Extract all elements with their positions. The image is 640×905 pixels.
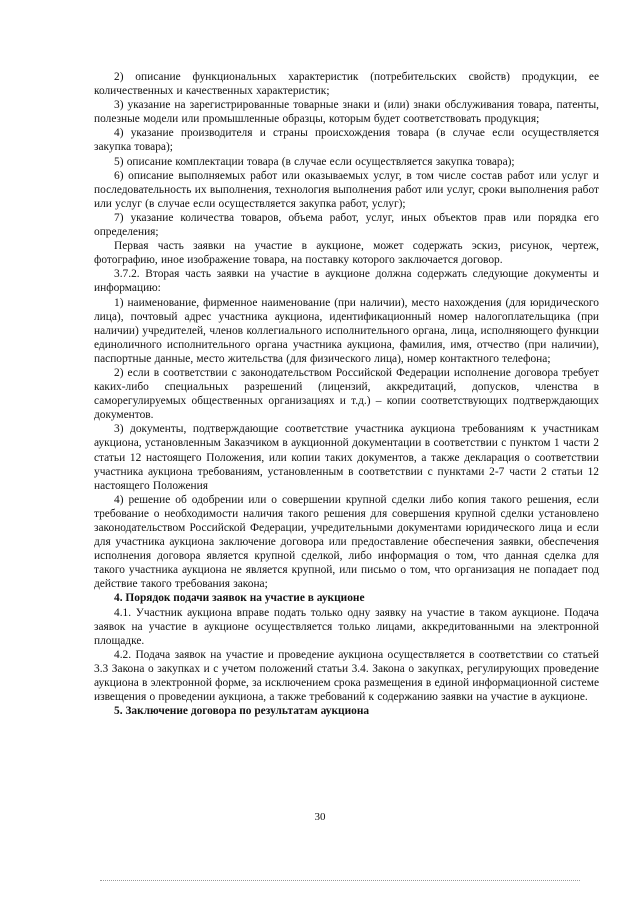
paragraph: 4.1. Участник аукциона вправе подать только одну заявку на участие в таком аукционе. Подача заявок на участие в аукционе осуществляется только лицами, аккредитованными на электронной площадке. xyxy=(94,606,599,647)
paragraph: 4) решение об одобрении или о совершении крупной сделки либо копия такого решения, если требование о необходимости наличия такого решения для совершения крупной сделки установлено законодательством Российской Федерации, учредительными документами юридического лица и если для участника аукциона заключение договора или предоставление обеспечения заявки, обеспечения исполнения договора является крупной сделкой, либо информация о том, что данная сделка для такого участника аукциона не является крупной, или письмо о том, что организация не попадает под действие такого требования закона; xyxy=(94,493,599,591)
paragraph: 2) если в соответствии с законодательством Российской Федерации исполнение договора требует каких-либо специальных разрешений (лицензий, аккредитаций, допусков, членства в саморегулируемых общественных организациях и т.д.) – копии соответствующих подтверждающих документов. xyxy=(94,366,599,422)
paragraph: 2) описание функциональных характеристик (потребительских свойств) продукции, ее количественных и качественных характеристик; xyxy=(94,71,599,98)
paragraph: 4) указание производителя и страны происхождения товара (в случае если осуществляется закупка товара); xyxy=(94,127,599,154)
section-heading: 4. Порядок подачи заявок на участие в аукционе xyxy=(114,592,365,605)
paragraph: 4.2. Подача заявок на участие и проведение аукциона осуществляется в соответствии со статьей 3.3 Закона о закупках и с учетом положений статьи 3.4. Закона о закупках, регулирующих проведение аукциона в электронной форме, за исключением срока размещения в единой информационной системе извещения о проведении аукциона, а также требований к содержанию заявки на участие в аукционе. xyxy=(94,648,599,704)
paragraph: 3) документы, подтверждающие соответствие участника аукциона требованиям к участникам аукциона, установленным Заказчиком в аукционной документации в соответствии с пунктом 1 части 2 статьи 12 настоящего Положения, или копии таких документов, а также декларация о соответствии участника аукциона требованиям, установленным в соответствии с пунктами 2-7 части 2 статьи 12 настоящего Положения xyxy=(94,423,599,492)
paragraph: 3) указание на зарегистрированные товарные знаки и (или) знаки обслуживания товара, патенты, полезные модели или промышленные образцы, которым будет соответствовать продукция; xyxy=(94,99,599,126)
paragraph: 5) описание комплектации товара (в случае если осуществляется закупка товара); xyxy=(114,155,515,168)
paragraph: 3.7.2. Вторая часть заявки на участие в аукционе должна содержать следующие документы и информацию: xyxy=(94,268,599,295)
paragraph: 1) наименование, фирменное наименование (при наличии), место нахождения (для юридического лица), почтовый адрес участника аукциона, идентификационный номер налогоплательщика (при наличии) учредителей, членов коллегиального исполнительного органа, лица, исполняющего функции единоличного исполнительного органа участника аукциона, фамилия, имя, отчество (при наличии), паспортные данные, место жительства (для физического лица), номер контактного телефона; xyxy=(94,296,599,365)
section-heading: 5. Заключение договора по результатам аукциона xyxy=(114,705,370,718)
bottom-rule xyxy=(100,880,580,881)
paragraph: 6) описание выполняемых работ или оказываемых услуг, в том числе состав работ или услуг и последовательность их выполнения, технология выполнения работ или услуг, сроки выполнения работ или услуг (в случае если осуществляется закупка работ, услуг); xyxy=(94,169,599,210)
page-number: 30 xyxy=(314,811,326,823)
paragraph: 7) указание количества товаров, объема работ, услуг, иных объектов прав или порядка его определения; xyxy=(94,211,599,239)
document-body xyxy=(94,70,599,718)
paragraph: Первая часть заявки на участие в аукционе, может содержать эскиз, рисунок, чертеж, фотографию, иное изображение товара, на поставку которого заключается договор. xyxy=(94,240,599,267)
